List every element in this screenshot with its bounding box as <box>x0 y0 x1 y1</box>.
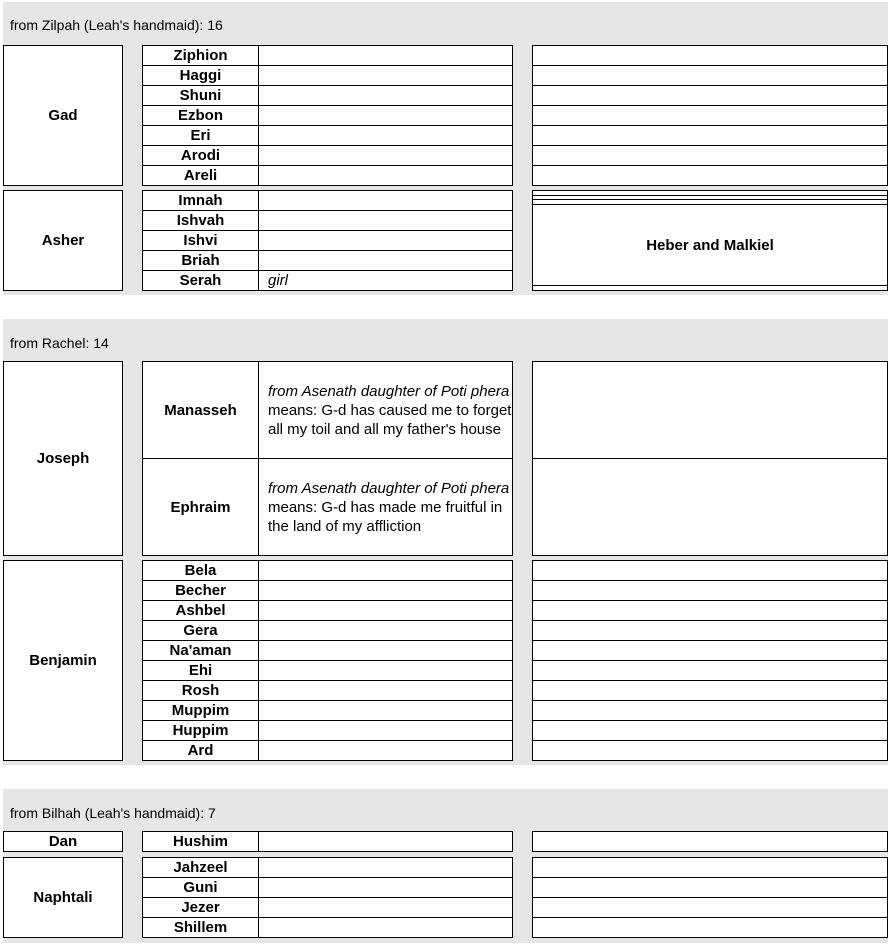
child-name: Guni <box>143 878 259 898</box>
table-row <box>533 459 888 556</box>
table-row <box>533 621 888 641</box>
side-note <box>533 721 888 741</box>
table-row <box>143 106 513 126</box>
son-cell-dan <box>3 831 123 852</box>
side-note <box>533 459 888 556</box>
table-row <box>143 362 513 459</box>
child-name: Ard <box>143 741 259 761</box>
child-note <box>259 878 513 898</box>
child-name: Briah <box>143 251 259 271</box>
child-note <box>259 641 513 661</box>
section-title: from Rachel: 14 <box>10 335 109 351</box>
side-note <box>533 106 888 126</box>
child-note <box>259 898 513 918</box>
child-note <box>259 362 513 459</box>
child-name: Serah <box>143 271 259 291</box>
table-row <box>143 721 513 741</box>
side-note <box>533 561 888 581</box>
table-row <box>533 106 888 126</box>
son-cell-gad <box>3 45 123 186</box>
child-name: Eri <box>143 126 259 146</box>
son-cell-naphtali <box>3 857 123 938</box>
child-note <box>259 721 513 741</box>
child-note <box>259 271 513 291</box>
child-note <box>259 231 513 251</box>
side-note <box>533 832 888 852</box>
table-row <box>533 601 888 621</box>
child-name: Ehi <box>143 661 259 681</box>
child-name: Shillem <box>143 918 259 938</box>
table-row <box>533 46 888 66</box>
table-row <box>533 681 888 701</box>
table-row <box>143 641 513 661</box>
table-row <box>533 858 888 878</box>
table-row <box>143 832 513 852</box>
child-name: Huppim <box>143 721 259 741</box>
child-name: Shuni <box>143 86 259 106</box>
child-note-meaning: means: G-d has caused me to forget all my toil and all my father's house <box>268 401 512 438</box>
son-cell-benjamin <box>3 560 123 761</box>
table-row <box>143 146 513 166</box>
child-name: Ephraim <box>143 459 259 556</box>
table-row <box>533 918 888 938</box>
son-name: Asher <box>41 232 85 249</box>
table-row <box>533 641 888 661</box>
table-row <box>143 211 513 231</box>
child-note <box>259 126 513 146</box>
child-note <box>259 191 513 211</box>
table-row <box>143 621 513 641</box>
child-note-italic: from Asenath daughter of Poti phera <box>268 479 510 497</box>
table-row <box>533 561 888 581</box>
child-note <box>259 146 513 166</box>
table-row <box>533 86 888 106</box>
son-name: Dan <box>48 833 78 850</box>
side-note <box>533 621 888 641</box>
child-note <box>259 581 513 601</box>
section-title: from Bilhah (Leah's handmaid): 7 <box>10 805 216 821</box>
side-note <box>533 86 888 106</box>
child-name: Ishvah <box>143 211 259 231</box>
children-table-naphtali <box>142 857 513 938</box>
children-table-gad <box>142 45 513 186</box>
side-note <box>533 46 888 66</box>
child-name: Manasseh <box>143 362 259 459</box>
table-row <box>143 231 513 251</box>
child-name: Ishvi <box>143 231 259 251</box>
child-note <box>259 701 513 721</box>
side-note <box>533 661 888 681</box>
side-note <box>533 362 888 459</box>
table-row <box>143 191 513 211</box>
son-name: Joseph <box>36 450 90 467</box>
side-note <box>533 681 888 701</box>
table-row <box>533 898 888 918</box>
side-table-joseph <box>532 361 888 556</box>
child-name: Bela <box>143 561 259 581</box>
table-row <box>143 46 513 66</box>
child-name: Jezer <box>143 898 259 918</box>
side-table-gad <box>532 45 888 186</box>
side-note <box>533 166 888 186</box>
table-row <box>533 362 888 459</box>
side-note <box>533 641 888 661</box>
children-table-asher <box>142 190 513 291</box>
child-name: Muppim <box>143 701 259 721</box>
table-row <box>143 271 513 291</box>
table-row <box>533 204 888 286</box>
child-name: Ziphion <box>143 46 259 66</box>
side-note <box>533 858 888 878</box>
child-note-italic: girl <box>268 272 289 289</box>
side-note <box>533 898 888 918</box>
child-note <box>259 918 513 938</box>
child-note <box>259 601 513 621</box>
child-note <box>259 46 513 66</box>
side-note <box>533 146 888 166</box>
child-name: Becher <box>143 581 259 601</box>
child-note <box>259 661 513 681</box>
table-row <box>143 251 513 271</box>
table-row <box>143 878 513 898</box>
side-note <box>533 286 888 291</box>
son-cell-asher <box>3 190 123 291</box>
child-name: Rosh <box>143 681 259 701</box>
child-name: Haggi <box>143 66 259 86</box>
child-note <box>259 561 513 581</box>
son-name: Gad <box>48 107 78 124</box>
side-note <box>533 878 888 898</box>
son-cell-joseph <box>3 361 123 556</box>
child-name: Hushim <box>143 832 259 852</box>
child-note <box>259 621 513 641</box>
side-note <box>533 601 888 621</box>
table-row <box>533 878 888 898</box>
side-note <box>533 126 888 146</box>
table-row <box>533 661 888 681</box>
child-name: Gera <box>143 621 259 641</box>
section-title: from Zilpah (Leah's handmaid): 16 <box>10 17 223 33</box>
table-row <box>143 126 513 146</box>
child-name: Na'aman <box>143 641 259 661</box>
table-row <box>533 721 888 741</box>
side-note <box>533 66 888 86</box>
child-name: Ezbon <box>143 106 259 126</box>
table-row <box>533 286 888 291</box>
child-note <box>259 681 513 701</box>
table-row <box>533 166 888 186</box>
child-note <box>259 106 513 126</box>
child-name: Arodi <box>143 146 259 166</box>
side-note <box>533 741 888 761</box>
table-row <box>143 741 513 761</box>
child-name: Jahzeel <box>143 858 259 878</box>
children-table-joseph <box>142 361 513 556</box>
table-row <box>533 741 888 761</box>
child-note <box>259 211 513 231</box>
child-note <box>259 832 513 852</box>
son-name: Benjamin <box>29 652 97 669</box>
child-note <box>259 858 513 878</box>
table-row <box>533 581 888 601</box>
child-note <box>259 251 513 271</box>
table-row <box>143 918 513 938</box>
children-table-benjamin <box>142 560 513 761</box>
table-row <box>143 601 513 621</box>
child-name: Areli <box>143 166 259 186</box>
side-note <box>533 581 888 601</box>
table-row <box>533 66 888 86</box>
side-table-dan <box>532 831 888 852</box>
table-row <box>143 459 513 556</box>
table-row <box>143 561 513 581</box>
table-row <box>143 66 513 86</box>
table-row <box>533 146 888 166</box>
children-table-dan <box>142 831 513 852</box>
side-note <box>533 701 888 721</box>
table-row <box>143 661 513 681</box>
side-table-naphtali <box>532 857 888 938</box>
table-row <box>143 898 513 918</box>
table-row <box>143 681 513 701</box>
child-note-italic: from Asenath daughter of Poti phera <box>268 382 510 400</box>
side-table-asher <box>532 190 888 291</box>
child-note <box>259 86 513 106</box>
table-row <box>143 86 513 106</box>
son-name: Naphtali <box>33 889 93 906</box>
table-row <box>143 701 513 721</box>
table-row <box>143 166 513 186</box>
side-table-benjamin <box>532 560 888 761</box>
table-row <box>143 581 513 601</box>
child-note <box>259 66 513 86</box>
child-note <box>259 741 513 761</box>
table-row <box>143 858 513 878</box>
child-name: Ashbel <box>143 601 259 621</box>
table-row <box>533 832 888 852</box>
table-row <box>533 126 888 146</box>
side-note: Heber and Malkiel <box>533 204 888 286</box>
child-note <box>259 166 513 186</box>
side-note <box>533 918 888 938</box>
child-note <box>259 459 513 556</box>
table-row <box>533 701 888 721</box>
child-note-meaning: means: G-d has made me fruitful in the land of my affliction <box>268 498 503 535</box>
child-name: Imnah <box>143 191 259 211</box>
